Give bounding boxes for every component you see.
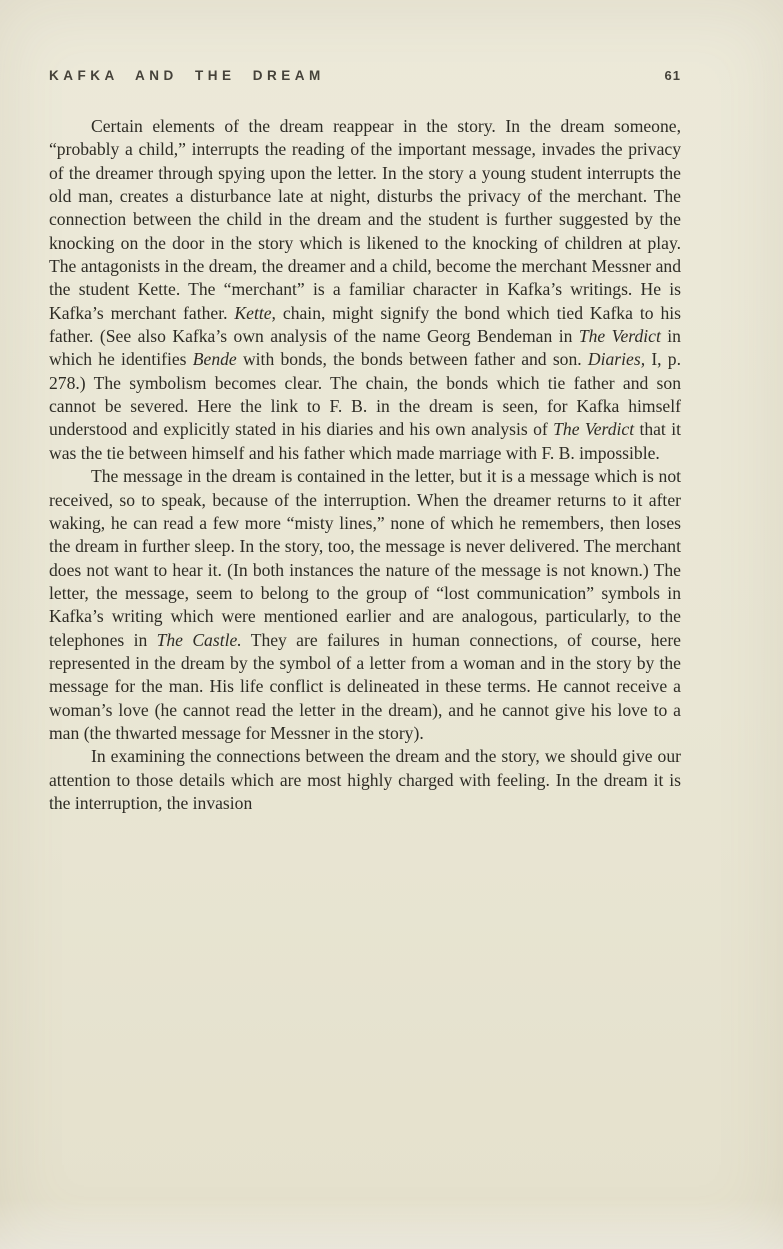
page-header <box>49 68 681 83</box>
italic-text-run: Diaries, <box>587 349 646 370</box>
italic-text-run: The Verdict <box>553 419 635 440</box>
text-run: The message in the dream is contained in the letter, but it is a message which is not received, so to speak, because of the interruption. When the dreamer returns to it after waking, he can read a few more “misty lines,” none of which he remembers, then loses the dream in further sleep. In the story, too, the message is never delivered. The merchant does not want to hear it. (In both instances the nature of the message is not known.) The letter, the message, seem to belong to the group of “lost communication” symbols in Kafka’s writing which were mentioned earlier and are analogous, particularly, to the telephones in <box>49 466 681 650</box>
text-run: chain, might signify the bond which tied Kafka to his father. (See also Kafka’s own analysis of the name Georg Bendeman in <box>49 302 681 347</box>
running-title: KAFKA AND THE DREAM <box>49 68 325 83</box>
text-run: In examining the connections between the dream and the story, we should give our attention to those details which are most highly charged with feeling. In the dream it is the interruption, the invasion <box>49 746 681 813</box>
text-run: I, p. 278.) The symbolism becomes clear. The chain, the bonds which tie father and son cannot be severed. Here the link to F. B. in the dream is seen, for Kafka himself understood and explicitly stated in his diaries and his own analysis of <box>49 349 682 440</box>
text-run: They are failures in human connections, of course, here represented in the dream by the symbol of a letter from a woman and in the story by the message for the man. His life conflict is delineated in these terms. He cannot receive a woman’s love (he cannot read the letter in the dream), and he cannot give his love to a man (the thwarted message for Messner in the story). <box>49 629 681 743</box>
page-body <box>49 115 681 815</box>
paragraph <box>49 115 681 465</box>
italic-text-run: The Verdict <box>578 326 661 347</box>
paragraph <box>49 745 681 815</box>
text-run: that it was the tie between himself and his father which made marriage with F. B. impossible. <box>49 419 681 463</box>
italic-text-run: Kette, <box>234 302 276 323</box>
text-run: with bonds, the bonds between father and son. <box>236 349 588 370</box>
italic-text-run: The Castle. <box>156 629 242 650</box>
text-run: in which he identifies <box>49 326 681 370</box>
paragraph <box>49 465 681 745</box>
text-run: Certain elements of the dream reappear in the story. In the dream someone, “probably a child,” interrupts the reading of the important message, invades the privacy of the dreamer through spying upon the letter. In the story a young student interrupts the old man, creates a disturbance late at night, disturbs the privacy of the merchant. The connection between the child in the dream and the student is further suggested by the knocking on the door in the story which is likened to the knocking of children at play. The antagonists in the dream, the dreamer and a child, become the merchant Messner and the student Kette. The “merchant” is a familiar character in Kafka’s writings. He is Kafka’s merchant father. <box>49 116 681 323</box>
page-number: 61 <box>664 68 681 83</box>
italic-text-run: Bende <box>192 349 237 370</box>
